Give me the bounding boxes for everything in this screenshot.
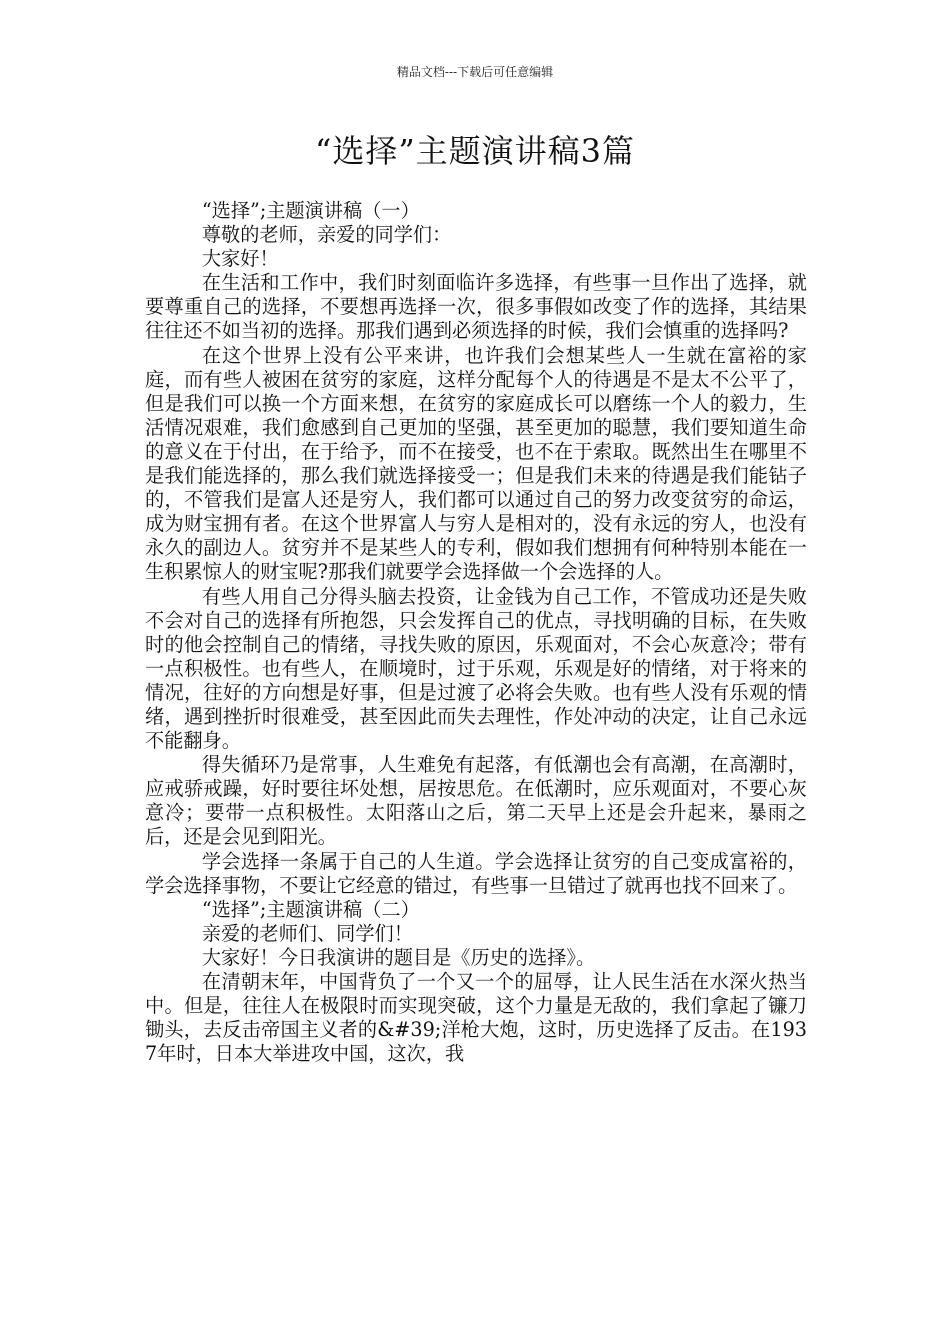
paragraph: 在清朝末年，中国背负了一个又一个的屈辱，让人民生活在水深火热当中。但是，往往人在极限时而实现突破，这个力量是无敌的，我们拿起了镰刀锄头，去反击帝国主义者的&#39;洋枪大炮，这时，历史选择了反击。在1937年时，日本大举进攻中国，这次，我 xyxy=(145,970,807,1066)
document-body xyxy=(145,199,807,1066)
paragraph-salutation: 尊敬的老师，亲爱的同学们： xyxy=(201,223,452,247)
document-title: “选择”主题演讲稿3篇 xyxy=(314,132,636,170)
paragraph: 有些人用自己分得头脑去投资，让金钱为自己工作，不管成功还是失败不会对自己的选择有所抱怨，只会发挥自己的优点，寻找明确的目标，在失败时的他会控制自己的情绪，寻找失败的原因，乐观面对，不会心灰意冷；带有一点积极性。也有些人，在顺境时，过于乐观，乐观是好的情绪，对于将来的情况，往好的方向想是好事，但是过渡了必将会失败。也有些人没有乐观的情绪，遇到挫折时很难受，甚至因此而失去理性，作处冲动的决定，让自己永远不能翻身。 xyxy=(145,584,807,753)
paragraph: 得失循环乃是常事，人生难免有起落，有低潮也会有高潮，在高潮时，应戒骄戒躁，好时要往坏处想，居按思危。在低潮时，应乐观面对，不要心灰意冷；要带一点积极性。太阳落山之后，第二天早上还是会升起来，暴雨之后，还是会见到阳光。 xyxy=(145,753,807,849)
paragraph-speech-two-heading: “选择”;主题演讲稿（二） xyxy=(201,897,420,921)
paragraph-greeting: 大家好！ xyxy=(201,247,279,271)
paragraph: 学会选择一条属于自己的人生道。学会选择让贫穷的自己变成富裕的，学会选择事物，不要让它经意的错过，有些事一旦错过了就再也找不回来了。 xyxy=(145,849,807,897)
paragraph-speech-one-heading: “选择”;主题演讲稿（一） xyxy=(201,199,420,222)
page-header: 精品文档---下载后可任意编辑 xyxy=(396,65,554,79)
paragraph: 在这个世界上没有公平来讲，也许我们会想某些人一生就在富裕的家庭，而有些人被困在贫穷的家庭，这样分配每个人的待遇是不是太不公平了，但是我们可以换一个方面来想，在贫穷的家庭成长可以磨练一个人的毅力，生活情况艰难，我们愈感到自己更加的坚强，甚至更加的聪慧，我们要知道生命的意义在于付出，在于给予，而不在接受，也不在于索取。既然出生在哪里不是我们能选择的，那么我们就选择接受一；但是我们未来的待遇是我们能钻子的，不管我们是富人还是穷人，我们都可以通过自己的努力改变贫穷的命运，成为财宝拥有者。在这个世界富人与穷人是相对的，没有永远的穷人，也没有永久的副边人。贫穷并不是某些人的专利，假如我们想拥有何种特别本能在一生积累惊人的财宝呢?那我们就要学会选择做一个会选择的人。 xyxy=(145,343,807,584)
paragraph-salutation: 亲爱的老师们、同学们！ xyxy=(201,921,413,945)
paragraph-greeting: 大家好！今日我演讲的题目是《历史的选择》。 xyxy=(201,945,596,969)
paragraph: 在生活和工作中，我们时刻面临许多选择，有些事一旦作出了选择，就要尊重自己的选择，不要想再选择一次，很多事假如改变了作的选择，其结果往往还不如当初的选择。那我们遇到必须选择的时候，我们会慎重的选择吗? xyxy=(145,271,807,343)
